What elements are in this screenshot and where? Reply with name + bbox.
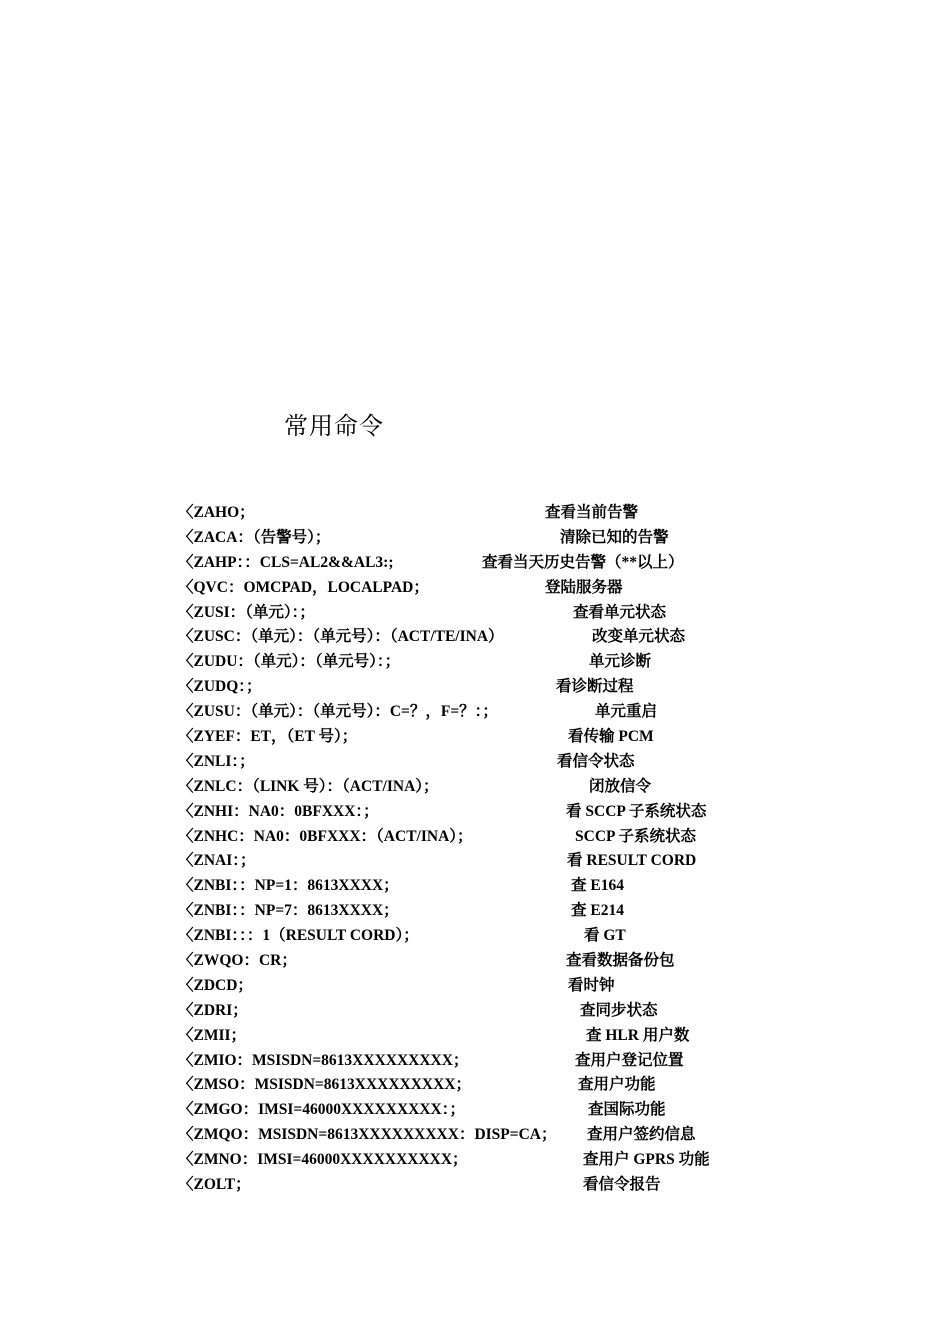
command-row: [0, 498, 950, 523]
command-text: 〈ZMIO：MSISDN=8613XXXXXXXXX；: [178, 1051, 469, 1069]
command-description: 单元诊断: [589, 653, 652, 671]
command-description: 查 E164: [571, 877, 624, 895]
command-row: [0, 647, 950, 672]
command-text: 〈ZUSC：（单元）：（单元号）：（ACT/TE/INA）: [178, 628, 504, 646]
command-row: [0, 846, 950, 871]
command-text: 〈ZNBI：：NP=7：8613XXXX；: [178, 902, 399, 920]
command-row: [0, 697, 950, 722]
command-text: 〈ZMQO：MSISDN=8613XXXXXXXXX：DISP=CA；: [178, 1126, 557, 1144]
command-text: 〈ZDCD；: [178, 976, 253, 994]
command-description: 查用户功能: [578, 1076, 656, 1094]
command-row: [0, 573, 950, 598]
command-text: 〈ZNBI：：：1（RESULT CORD）；: [178, 927, 419, 945]
command-text: 〈ZUSU：（单元）：（单元号）：C=？，F=？：；: [178, 703, 498, 721]
command-row: [0, 598, 950, 623]
command-description: 查用户 GPRS 功能: [583, 1151, 710, 1169]
command-description: 看时钟: [568, 976, 615, 994]
command-description: 查看单元状态: [573, 603, 667, 621]
command-description: 查看数据备份包: [566, 952, 675, 970]
command-description: 查用户登记位置: [575, 1051, 684, 1069]
command-row: [0, 1120, 950, 1145]
command-row: [0, 1095, 950, 1120]
command-text: 〈ZOLT；: [178, 1176, 251, 1194]
command-text: 〈ZUDU：（单元）：（单元号）：；: [178, 653, 401, 671]
command-list: [0, 498, 950, 1195]
command-text: 〈ZDRI；: [178, 1001, 248, 1019]
command-text: 〈ZNHI：NA0：0BFXXX：；: [178, 802, 379, 820]
command-text: 〈ZMNO：IMSI=46000XXXXXXXXXX；: [178, 1151, 468, 1169]
command-description: 查用户签约信息: [587, 1126, 696, 1144]
command-row: [0, 772, 950, 797]
command-row: [0, 1046, 950, 1071]
command-row: [0, 797, 950, 822]
command-row: [0, 622, 950, 647]
command-description: 看诊断过程: [556, 678, 634, 696]
command-text: 〈ZMSO：MSISDN=8613XXXXXXXXX；: [178, 1076, 472, 1094]
command-text: 〈ZMGO：IMSI=46000XXXXXXXXX：；: [178, 1101, 465, 1119]
command-text: 〈QVC：OMCPAD，LOCALPAD；: [178, 578, 429, 596]
command-row: [0, 996, 950, 1021]
command-text: 〈ZYEF：ET，（ET 号）；: [178, 728, 358, 746]
command-text: 〈ZMII；: [178, 1026, 247, 1044]
command-description: 查看当天历史告警（**以上）: [482, 553, 684, 571]
command-row: [0, 548, 950, 573]
command-text: 〈ZAHO；: [178, 504, 255, 521]
command-description: 看信令状态: [557, 752, 635, 770]
command-text: 〈ZAHP：：CLS=AL2&&AL3:;: [178, 553, 394, 571]
command-description: 闭放信令: [589, 777, 652, 795]
command-description: 看传输 PCM: [568, 728, 654, 746]
command-row: [0, 1170, 950, 1195]
command-row: [0, 871, 950, 896]
command-row: [0, 822, 950, 847]
command-row: [0, 1145, 950, 1170]
command-row: [0, 971, 950, 996]
command-description: 查同步状态: [580, 1001, 658, 1019]
command-description: 看 SCCP 子系统状态: [566, 802, 707, 820]
command-row: [0, 946, 950, 971]
command-description: 查国际功能: [588, 1101, 666, 1119]
command-row: [0, 523, 950, 548]
command-description: 查 E214: [571, 902, 624, 920]
command-description: 看 RESULT CORD: [567, 852, 697, 870]
command-row: [0, 1021, 950, 1046]
command-text: 〈ZNAI：；: [178, 852, 256, 870]
command-row: [0, 722, 950, 747]
command-text: 〈ZNBI：：NP=1：8613XXXX；: [178, 877, 399, 895]
page-title: 常用命令: [284, 412, 384, 440]
command-row: [0, 747, 950, 772]
command-text: 〈ZUSI：（单元）：；: [178, 603, 315, 621]
command-row: [0, 896, 950, 921]
command-description: SCCP 子系统状态: [575, 827, 696, 845]
command-text: 〈ZWQO：CR；: [178, 952, 297, 970]
command-description: 看信令报告: [583, 1176, 661, 1194]
command-description: 查看当前告警: [545, 504, 639, 521]
command-text: 〈ZNLC：（LINK 号）：（ACT/INA）；: [178, 777, 439, 795]
command-text: 〈ZACA：（告警号）；: [178, 528, 331, 546]
command-text: 〈ZNHC：NA0：0BFXXX：（ACT/INA）；: [178, 827, 473, 845]
command-description: 改变单元状态: [592, 628, 686, 646]
command-description: 清除已知的告警: [560, 528, 669, 546]
command-row: [0, 921, 950, 946]
command-text: 〈ZNLI：；: [178, 752, 255, 770]
command-row: [0, 1070, 950, 1095]
command-description: 看 GT: [584, 927, 626, 945]
command-description: 登陆服务器: [545, 578, 623, 596]
command-description: 查 HLR 用户数: [586, 1026, 690, 1044]
command-description: 单元重启: [595, 703, 658, 721]
command-row: [0, 672, 950, 697]
command-text: 〈ZUDQ：；: [178, 678, 262, 696]
